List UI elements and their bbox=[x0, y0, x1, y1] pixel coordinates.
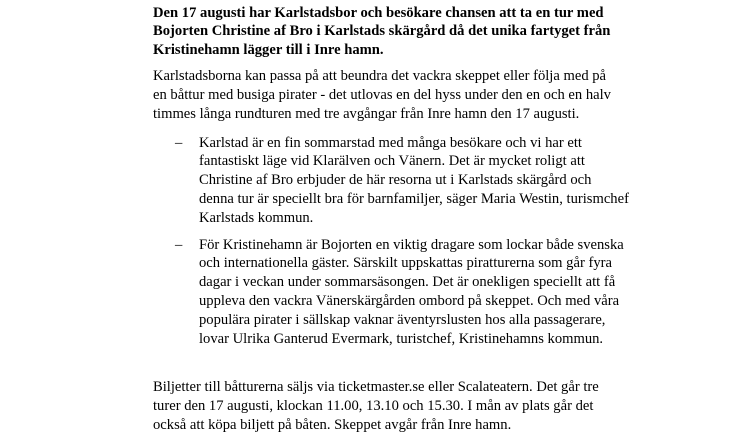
dash-bullet: – bbox=[175, 134, 183, 151]
document-page bbox=[153, 0, 629, 435]
quote-maria-westin bbox=[153, 134, 629, 228]
quote-ulrika-ganterud-evermark bbox=[153, 236, 629, 349]
article-intro: Karlstadsborna kan passa på att beundra det vackra skeppet eller följa med på en båttur med busiga pirater - det utlovas en del hyss under den en och en halv timmes långa rundturen med tre avgångar från Inre hamn den 17 augusti. bbox=[153, 68, 611, 122]
quote-text: För Kristinehamn är Bojorten en viktig dragare som lockar både svenska och internationella gäster. Särskilt uppskattas piratturerna som går fyra dagar i veckan under sommarsäsongen. Det är onekligen speciellt att få uppleva den vackra Vänerskärgården ombord på skeppet. Och med våra populära pirater i sällskap vaknar äventyrslusten hos alla passagerare, lovar Ulrika Ganterud Evermark, turistchef, Kristinehamns kommun. bbox=[199, 236, 624, 347]
dash-bullet: – bbox=[175, 236, 183, 253]
quote-text: Karlstad är en fin sommarstad med många besökare och vi har ett fantastiskt läge vid Klarälven och Vänern. Det är mycket roligt att Christine af Bro erbjuder de här resorna ut i Karlstads skärgård och denna tur är speciellt bra för barnfamiljer, säger Maria Westin, turismchef Karlstads kommun. bbox=[199, 134, 629, 226]
tickets-paragraph: Biljetter till båtturerna säljs via ticketmaster.se eller Scalateatern. Det går tre turer den 17 augusti, klockan 11.00, 13.10 och 15.30. I mån av plats går det också att köpa biljett på båten. Skeppet avgår från Inre hamn. bbox=[153, 379, 599, 433]
article-lead: Den 17 augusti har Karlstadsbor och besökare chansen att ta en tur med Bojorten Christine af Bro i Karlstads skärgård då det unika fartyget från Kristinehamn lägger till i Inre hamn. bbox=[153, 5, 611, 58]
